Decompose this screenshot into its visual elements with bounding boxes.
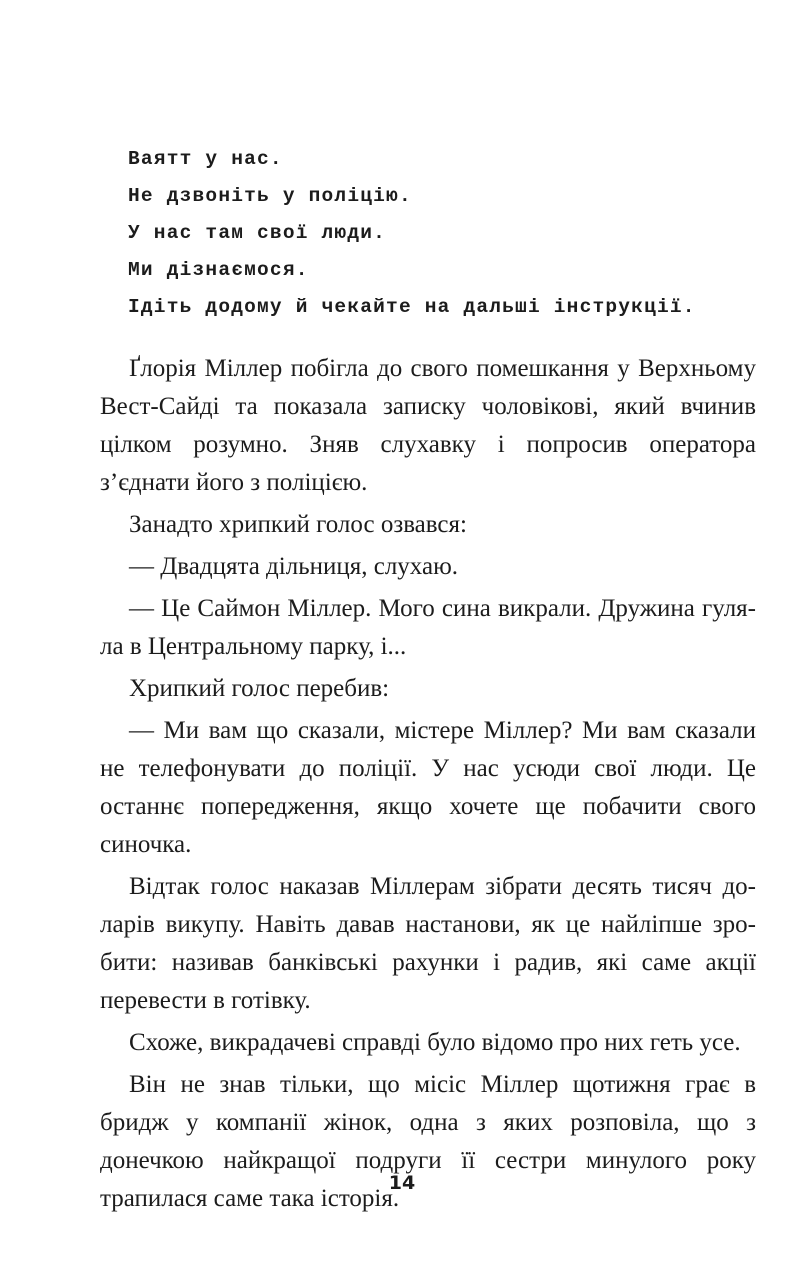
page-number: 14 <box>388 1172 416 1194</box>
note-line: Ваятт у нас. <box>128 148 283 170</box>
note-line: У нас там свої люди. <box>128 222 387 244</box>
paragraph: — Двадцята дільниця, слухаю. <box>129 553 458 580</box>
paragraph: Відтак голос наказав Міллерам зібрати десять тисяч доларів викупу. Навіть давав настанови, як це найліпше зробити: називав банківські рахунки і радив, які саме акції перевести в готівку. <box>100 873 756 1014</box>
note-line: Ідіть додому й чекайте на дальші інструкції. <box>128 296 696 318</box>
paragraph: Ґлорія Міллер побігла до свого помешкання у Верхньому Вест-Сайді та показала записку чоловікові, який вчинив цілком розумно. Зняв слухавку і попросив оператора з’єднати його з поліцією. <box>100 355 756 496</box>
paragraph: — Ми вам що сказали, містере Міллер? Ми вам сказали не телефонувати до поліції. У нас усюди свої люди. Це останнє попередження, якщо хочете ще побачити свого синочка. <box>100 717 756 858</box>
paragraph: Він не знав тільки, що місіс Міллер щотижня грає в бридж у компанії жінок, одна з яких розповіла, що з донечкою найкращої подруги її сестри минулого року трапилася саме така історія. <box>100 1071 756 1212</box>
paragraph: — Це Саймон Міллер. Мого сина викрали. Дружина гуляла в Центральному парку, і... <box>100 595 756 660</box>
paragraph: Занадто хрипкий голос озвався: <box>129 511 467 538</box>
paragraph: Хрипкий голос перебив: <box>129 675 390 702</box>
note-line: Не дзвоніть у поліцію. <box>128 185 412 207</box>
body-text <box>100 350 756 1222</box>
ransom-note <box>128 141 768 326</box>
paragraph: Схоже, викрадачеві справді було відомо про них геть усе. <box>129 1029 741 1056</box>
note-line: Ми дізнаємося. <box>128 259 309 281</box>
